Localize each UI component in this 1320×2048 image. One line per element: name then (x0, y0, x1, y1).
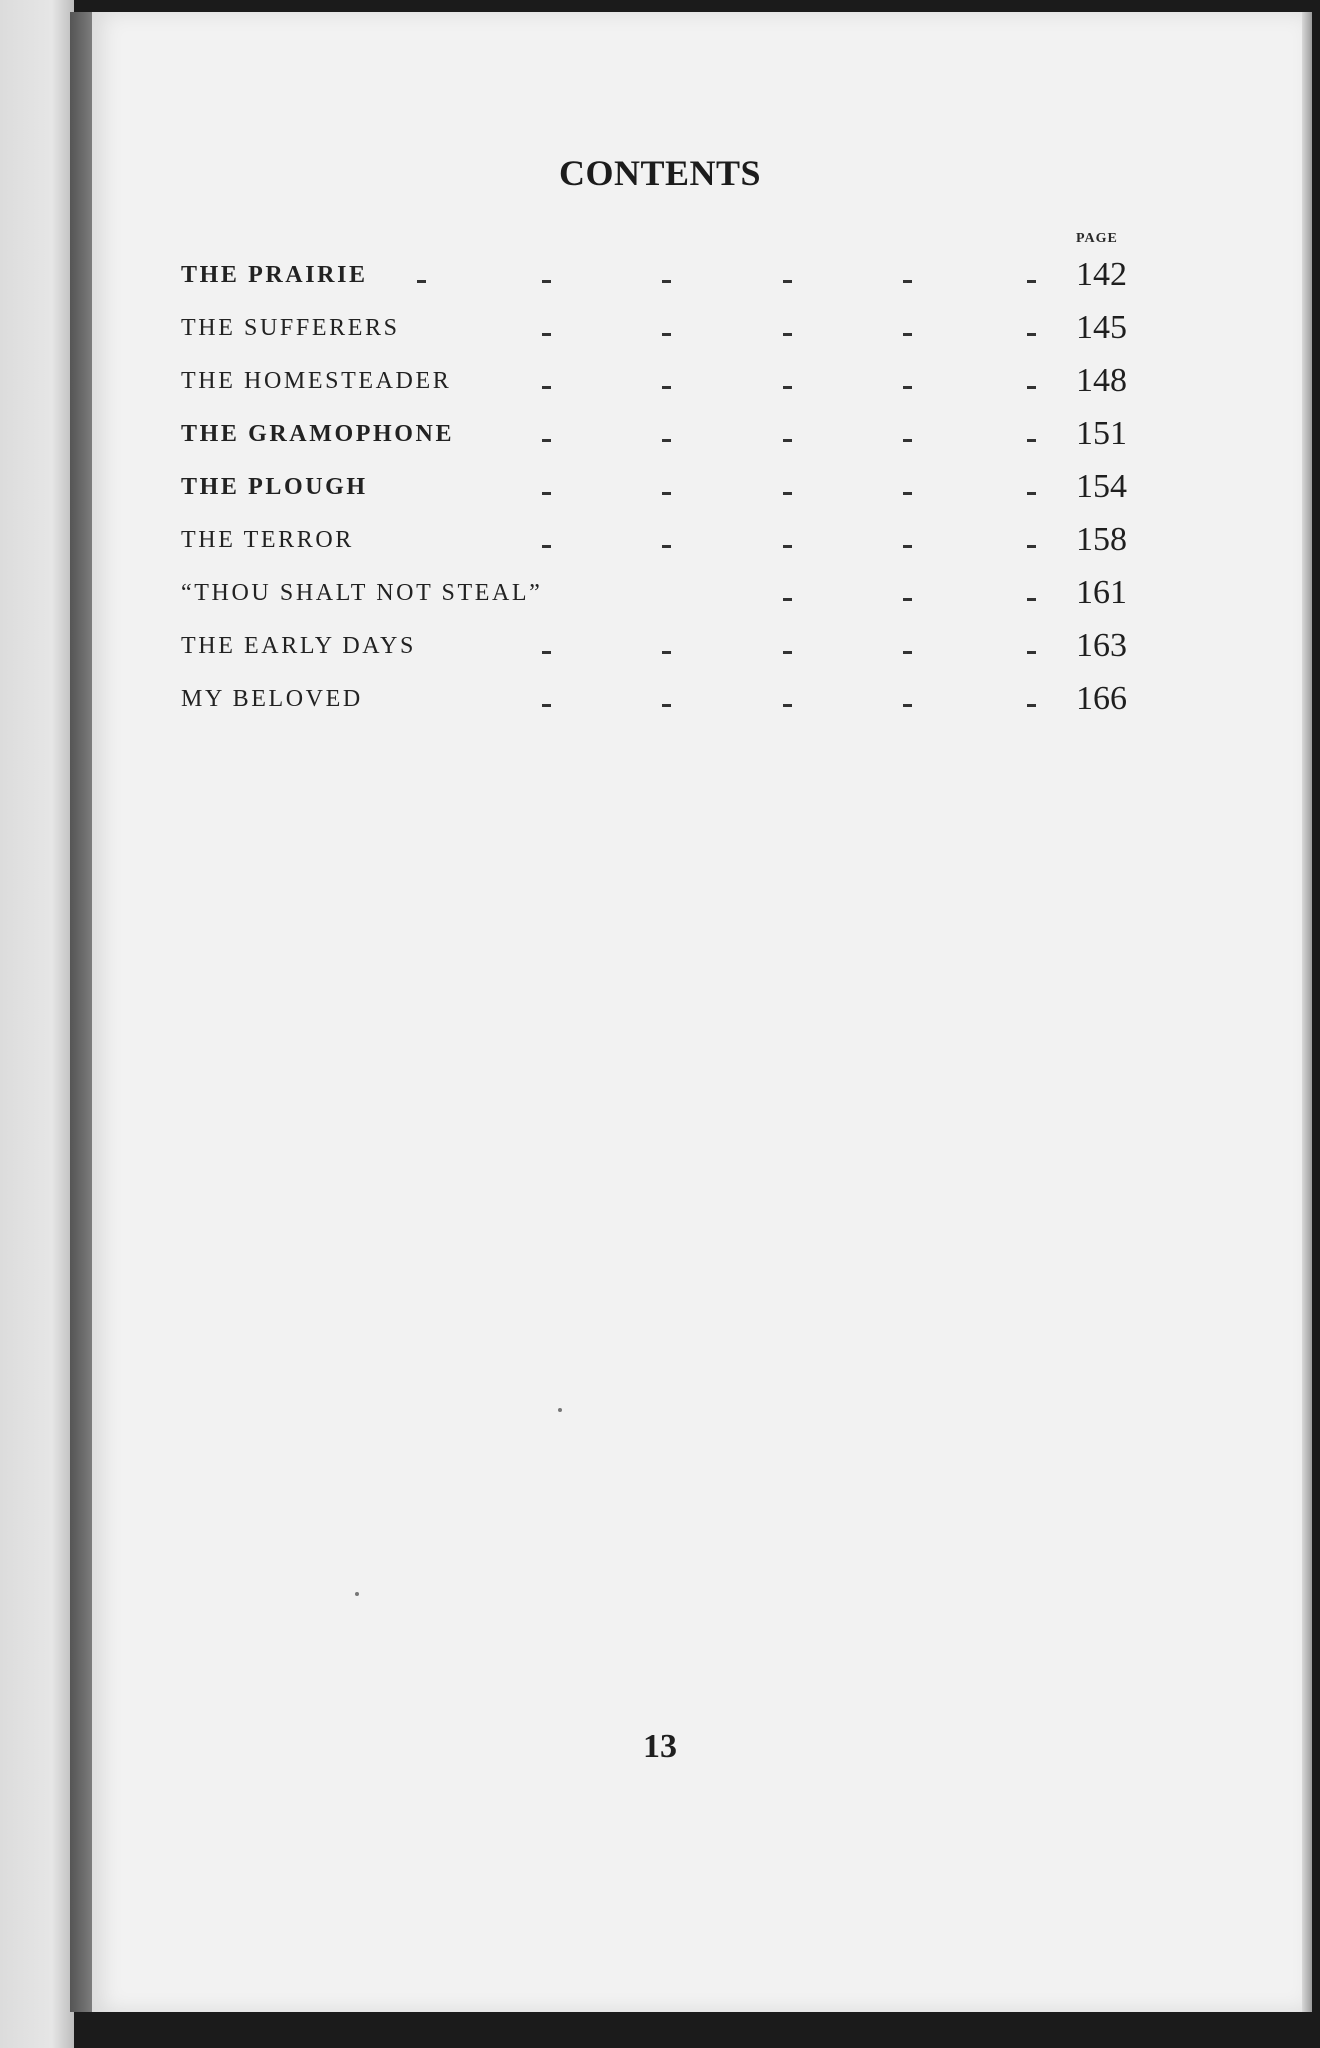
dot-leader (903, 280, 912, 283)
dot-leader (903, 492, 912, 495)
dot-leader (783, 651, 792, 654)
toc-entry-title: MY BELOVED (181, 686, 363, 712)
toc-entry-title: THE PRAIRIE (181, 262, 368, 288)
toc-entry (0, 362, 1320, 415)
dot-leader (542, 280, 551, 283)
dot-leader (662, 492, 671, 495)
contents-heading: CONTENTS (558, 153, 762, 193)
dot-leader (542, 386, 551, 389)
dot-leader (662, 386, 671, 389)
toc-entry-title: THE TERROR (181, 527, 354, 553)
toc-entry (0, 256, 1320, 309)
toc-entry (0, 574, 1320, 627)
toc-entry-title: THE EARLY DAYS (181, 633, 416, 659)
toc-entry (0, 680, 1320, 733)
dot-leader (903, 439, 912, 442)
dot-leader (783, 439, 792, 442)
toc-entry-page: 142 (1076, 256, 1127, 293)
dot-leader (783, 545, 792, 548)
dot-leader (1027, 333, 1036, 336)
page-number: 13 (643, 1728, 677, 1765)
dot-leader (542, 545, 551, 548)
dot-leader (1027, 651, 1036, 654)
dot-leader (783, 333, 792, 336)
dot-leader (662, 280, 671, 283)
dot-leader (662, 651, 671, 654)
toc-entry-title: THE GRAMOPHONE (181, 421, 455, 447)
dot-leader (417, 280, 426, 283)
dot-leader (1027, 492, 1036, 495)
dot-leader (903, 333, 912, 336)
dot-leader (783, 386, 792, 389)
toc-entry-page: 158 (1076, 521, 1127, 558)
toc-entry-title: THE HOMESTEADER (181, 368, 452, 394)
dot-leader (903, 545, 912, 548)
dot-leader (542, 492, 551, 495)
dot-leader (662, 333, 671, 336)
toc-entry-page: 154 (1076, 468, 1127, 505)
toc-entry-page: 166 (1076, 680, 1127, 717)
dot-leader (1027, 545, 1036, 548)
toc-entry-page: 151 (1076, 415, 1127, 452)
dot-leader (903, 386, 912, 389)
toc-entry (0, 521, 1320, 574)
dot-leader (542, 333, 551, 336)
paper-speck (558, 1408, 562, 1412)
page-column-label: PAGE (1076, 231, 1118, 246)
dot-leader (903, 598, 912, 601)
dot-leader (1027, 598, 1036, 601)
dot-leader (783, 492, 792, 495)
toc-entry-page: 148 (1076, 362, 1127, 399)
toc-entry (0, 415, 1320, 468)
toc-entry (0, 468, 1320, 521)
dot-leader (1027, 280, 1036, 283)
toc-entry-page: 161 (1076, 574, 1127, 611)
paper-speck (355, 1592, 359, 1596)
dot-leader (542, 439, 551, 442)
dot-leader (662, 704, 671, 707)
toc-entry-title: THE SUFFERERS (181, 315, 400, 341)
dot-leader (903, 704, 912, 707)
toc-entry-page: 145 (1076, 309, 1127, 346)
toc-entry (0, 309, 1320, 362)
dot-leader (542, 651, 551, 654)
dot-leader (662, 439, 671, 442)
toc-entry-title: “THOU SHALT NOT STEAL” (181, 580, 543, 606)
dot-leader (903, 651, 912, 654)
dot-leader (662, 545, 671, 548)
toc-entry-page: 163 (1076, 627, 1127, 664)
dot-leader (783, 704, 792, 707)
dot-leader (542, 704, 551, 707)
table-of-contents (0, 256, 1320, 726)
dot-leader (1027, 386, 1036, 389)
dot-leader (783, 598, 792, 601)
dot-leader (783, 280, 792, 283)
dot-leader (1027, 439, 1036, 442)
dot-leader (1027, 704, 1036, 707)
toc-entry (0, 627, 1320, 680)
toc-entry-title: THE PLOUGH (181, 474, 368, 500)
